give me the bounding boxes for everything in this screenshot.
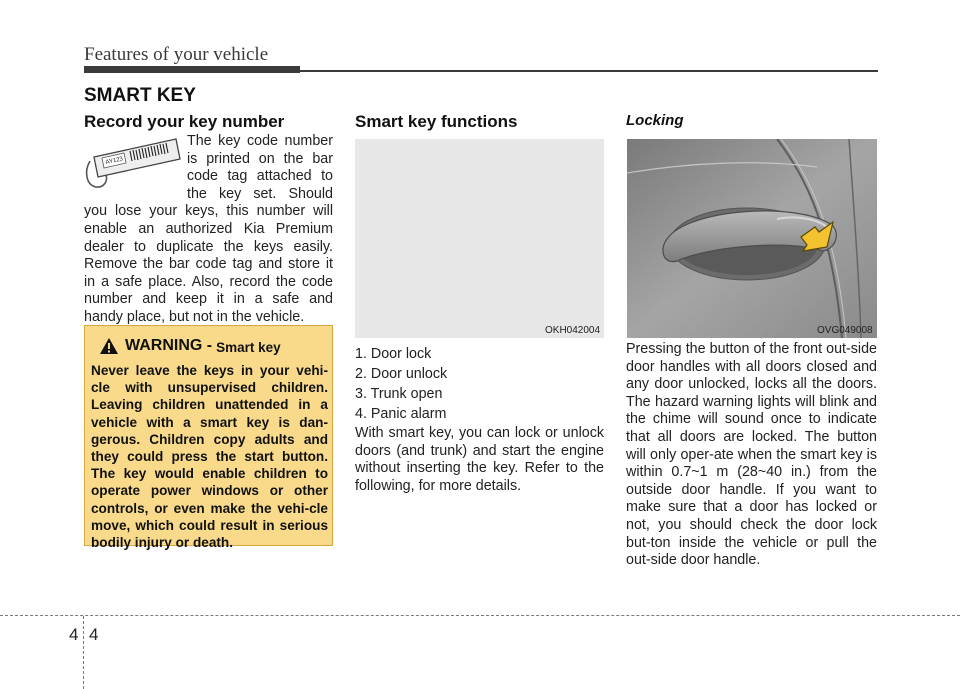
warning-header [99,337,281,355]
locking-heading: Locking [626,112,684,129]
function-item-door-unlock: 2. Door unlock [355,366,448,382]
warning-box [84,325,333,551]
function-item-panic-alarm: 4. Panic alarm [355,406,447,422]
warning-triangle-icon [99,337,119,355]
warning-subtitle: Smart key [216,339,281,355]
section-title: SMART KEY [84,85,196,106]
locking-paragraph: Pressing the button of the front out-side door handles with all doors closed and any door unlocked, locks all the doors. The hazard warning lights will blink and the chime will sound once to indicate that all doors are locked. The button will only oper-ate when the smart key is within 0.7~1 m (28~40 in.) from the outside door handle. If you want to make sure that a door has locked or not, you should check the door lock but-ton inside the vehicle or pull the out-side door handle. [626,341,877,569]
header-rule-thin [300,70,878,72]
record-paragraph: The key code number is printed on the bar code tag attached to the key set. Should you lose your keys, this number will enable an authorized Kia Premium dealer to duplicate the keys easily. Remove the bar code tag and store it in a safe place. Also, record the code number and keep it in a safe and handy place, but not in the vehicle. [84,133,333,325]
figure-float-spacer [84,133,187,190]
door-handle-figure-code: OVG049008 [817,325,873,336]
footer-rule [0,615,960,616]
warning-text: Never leave the keys in your vehi-cle with unsupervised children. Leaving children unattended in a vehicle with a smart key is dan-gerous. Children copy adults and they could press the start button. The key would enable children to operate power windows or other controls, or even make the vehi-cle move, which could result in serious bodily injury or death. [91,363,328,551]
smart-key-figure-code: OKH042004 [545,325,601,336]
function-item-door-lock: 1. Door lock [355,346,432,362]
footer-divider [83,616,84,689]
functions-heading: Smart key functions [355,112,518,131]
smart-key-figure [355,139,604,338]
key-tag-code: AY123 [105,156,124,166]
page-number: 4 [89,625,99,644]
running-header: Features of your vehicle [84,44,269,65]
functions-paragraph: With smart key, you can lock or unlock doors (and trunk) and start the engine without inserting the key. Refer to the following, for more details. [355,425,604,494]
warning-title: WARNING - [125,337,213,354]
record-paragraph-wrap [84,133,333,327]
section-number: 4 [69,625,79,644]
door-handle-figure [627,139,877,338]
function-item-trunk-open: 3. Trunk open [355,386,443,402]
header-rule-thick [84,66,300,73]
record-heading: Record your key number [84,112,285,131]
